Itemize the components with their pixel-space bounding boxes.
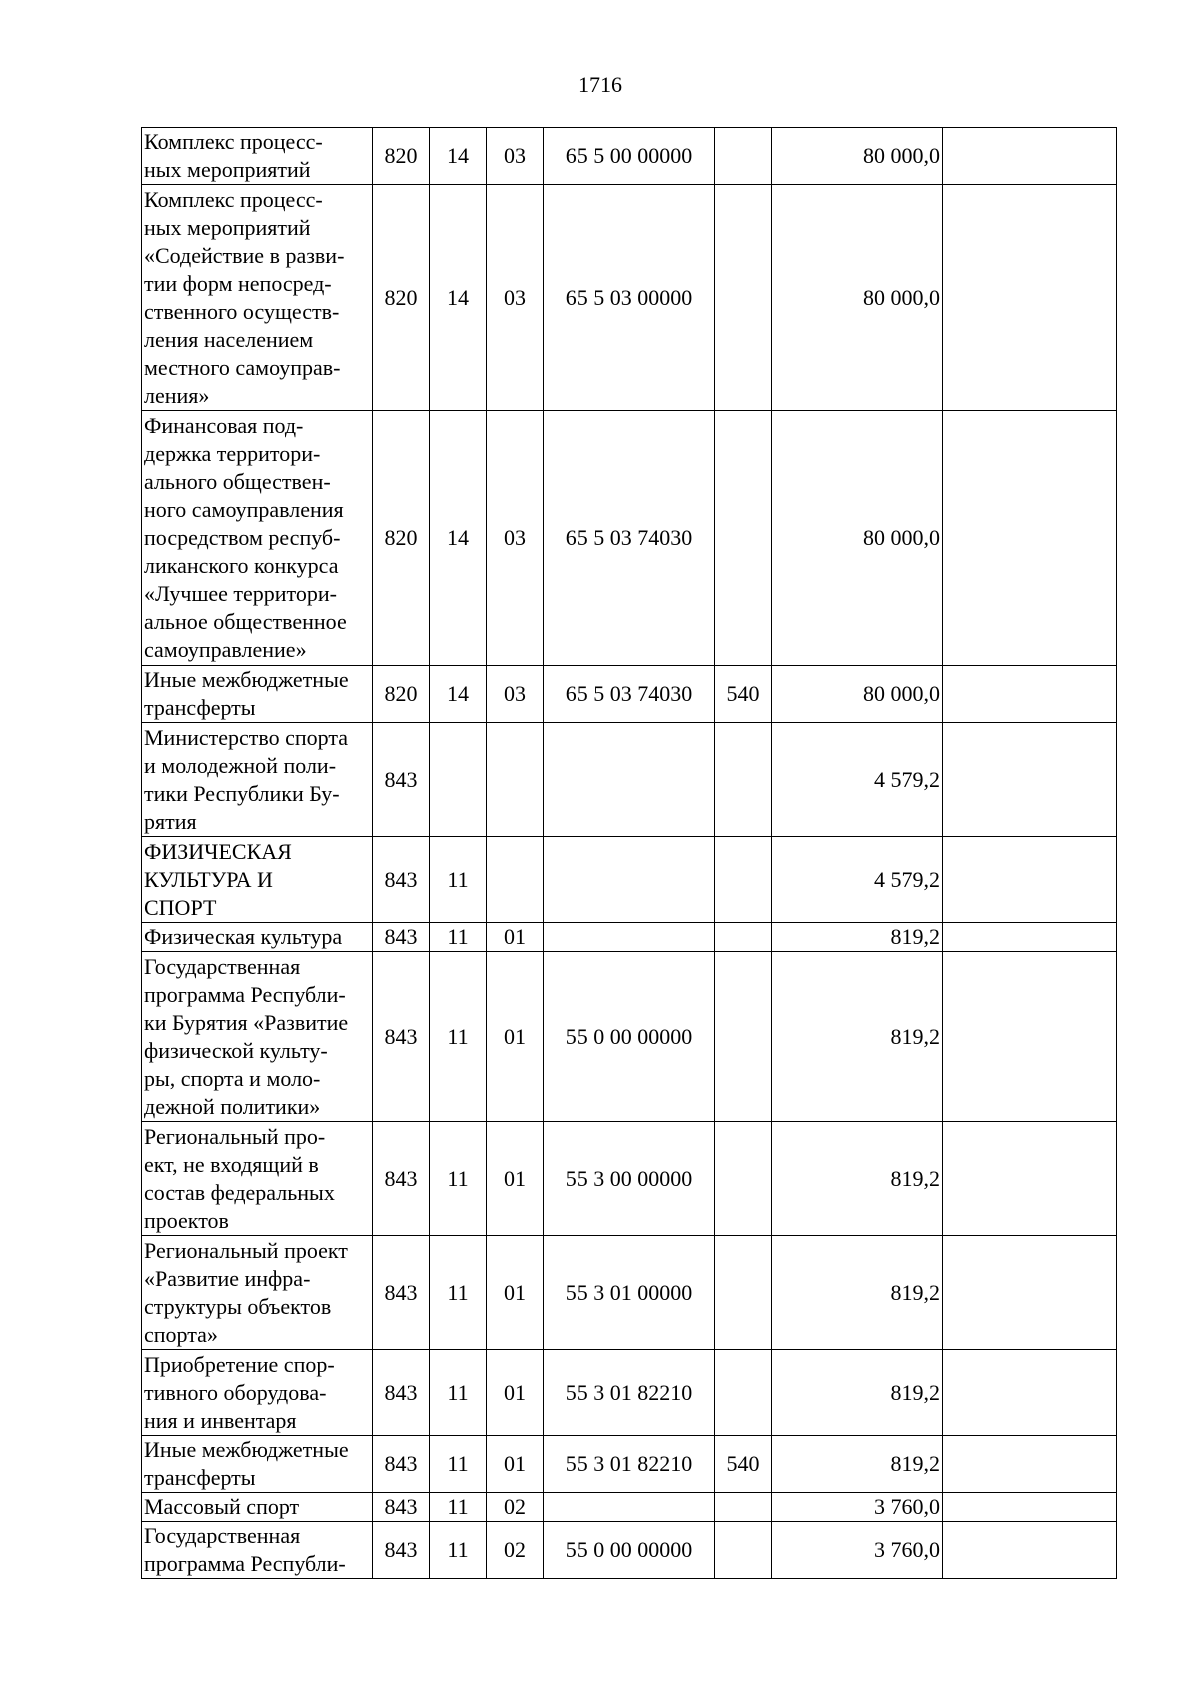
item-name-cell (142, 1436, 373, 1493)
subsection-code-cell: 03 (487, 185, 544, 411)
item-name-line: Иные межбюджетные (144, 1437, 349, 1462)
extra-cell (943, 1493, 1117, 1522)
amount-cell: 819,2 (772, 1436, 943, 1493)
item-name-line: ликанского конкурса (144, 553, 339, 578)
item-name-line: Комплекс процесс- (144, 186, 323, 212)
amount-cell: 819,2 (772, 923, 943, 952)
item-name-line: Комплекс процесс- (144, 129, 323, 154)
item-name-line: Государственная (144, 953, 301, 979)
section-code-cell: 11 (430, 952, 487, 1122)
item-name-line: трансферты (144, 1465, 256, 1490)
amount-cell: 80 000,0 (772, 185, 943, 411)
item-name-cell (142, 1493, 373, 1522)
expense-type-cell (715, 837, 772, 923)
amount-cell: 819,2 (772, 1350, 943, 1436)
item-name-line: программа Республи- (144, 1551, 346, 1576)
subsection-code-cell: 02 (487, 1522, 544, 1579)
item-name-line: ект, не входящий в (144, 1151, 319, 1177)
item-name-line: Массовый спорт (144, 1494, 300, 1519)
item-name-line: проектов (144, 1207, 229, 1233)
item-name-cell (142, 1522, 373, 1579)
extra-cell (943, 666, 1117, 723)
item-name-line: Иные межбюджетные (144, 667, 349, 692)
extra-cell (943, 411, 1117, 666)
section-code-cell: 11 (430, 1350, 487, 1436)
item-name-line: Финансовая под- (144, 413, 304, 438)
amount-cell: 819,2 (772, 1236, 943, 1350)
item-name-line: физической культу- (144, 1037, 328, 1063)
item-name-line: местного самоуправ- (144, 354, 341, 380)
table-row (142, 952, 1117, 1122)
item-name-cell (142, 1122, 373, 1236)
expense-type-cell (715, 1122, 772, 1236)
item-name-line: дежной политики» (144, 1093, 321, 1119)
amount-cell: 819,2 (772, 952, 943, 1122)
grbs-code-cell: 820 (373, 185, 430, 411)
section-code-cell: 11 (430, 923, 487, 952)
extra-cell (943, 1522, 1117, 1579)
item-name-line: тивного оборудова- (144, 1379, 327, 1405)
expense-type-cell (715, 723, 772, 837)
item-name-line: ры, спорта и моло- (144, 1065, 321, 1091)
target-article-cell: 65 5 03 00000 (544, 185, 715, 411)
item-name-line: ственного осуществ- (144, 298, 340, 324)
subsection-code-cell: 01 (487, 1436, 544, 1493)
item-name-line: СПОРТ (144, 894, 217, 920)
target-article-cell: 55 0 00 00000 (544, 1522, 715, 1579)
item-name-cell (142, 128, 373, 185)
grbs-code-cell: 820 (373, 666, 430, 723)
expense-type-cell (715, 1350, 772, 1436)
grbs-code-cell: 843 (373, 723, 430, 837)
table-row (142, 1493, 1117, 1522)
item-name-line: тии форм непосред- (144, 270, 332, 296)
grbs-code-cell: 843 (373, 1236, 430, 1350)
table-row (142, 923, 1117, 952)
extra-cell (943, 723, 1117, 837)
item-name-line: КУЛЬТУРА И (144, 866, 273, 892)
target-article-cell (544, 837, 715, 923)
table-row (142, 1122, 1117, 1236)
table-row (142, 837, 1117, 923)
item-name-line: спорта» (144, 1321, 218, 1347)
amount-cell: 80 000,0 (772, 411, 943, 666)
grbs-code-cell: 843 (373, 1522, 430, 1579)
expense-type-cell: 540 (715, 666, 772, 723)
item-name-line: ных мероприятий (144, 214, 311, 240)
table-row (142, 185, 1117, 411)
extra-cell (943, 923, 1117, 952)
section-code-cell: 14 (430, 128, 487, 185)
subsection-code-cell: 03 (487, 666, 544, 723)
subsection-code-cell (487, 837, 544, 923)
item-name-line: Министерство спорта (144, 724, 349, 750)
grbs-code-cell: 843 (373, 1122, 430, 1236)
item-name-line: ния и инвентаря (144, 1407, 297, 1433)
amount-cell: 4 579,2 (772, 723, 943, 837)
target-article-cell: 65 5 03 74030 (544, 666, 715, 723)
item-name-line: Приобретение спор- (144, 1351, 335, 1377)
extra-cell (943, 1122, 1117, 1236)
section-code-cell: 11 (430, 1236, 487, 1350)
expense-type-cell (715, 952, 772, 1122)
section-code-cell: 11 (430, 837, 487, 923)
extra-cell (943, 952, 1117, 1122)
item-name-cell (142, 666, 373, 723)
item-name-line: ления» (144, 382, 210, 408)
item-name-cell (142, 1236, 373, 1350)
item-name-line: посредством респуб- (144, 525, 341, 550)
subsection-code-cell (487, 723, 544, 837)
table-row (142, 1436, 1117, 1493)
section-code-cell: 11 (430, 1436, 487, 1493)
grbs-code-cell: 843 (373, 1436, 430, 1493)
subsection-code-cell: 01 (487, 952, 544, 1122)
item-name-line: состав федеральных (144, 1179, 335, 1205)
extra-cell (943, 1350, 1117, 1436)
amount-cell: 4 579,2 (772, 837, 943, 923)
section-code-cell: 11 (430, 1493, 487, 1522)
target-article-cell: 55 3 01 82210 (544, 1350, 715, 1436)
item-name-line: тики Республики Бу- (144, 780, 340, 806)
item-name-line: программа Республи- (144, 981, 346, 1007)
expense-type-cell (715, 411, 772, 666)
target-article-cell: 55 3 01 00000 (544, 1236, 715, 1350)
target-article-cell (544, 923, 715, 952)
subsection-code-cell: 01 (487, 1122, 544, 1236)
item-name-cell (142, 411, 373, 666)
item-name-line: самоуправление» (144, 637, 307, 662)
expense-type-cell (715, 1522, 772, 1579)
item-name-line: Государственная (144, 1523, 301, 1548)
amount-cell: 3 760,0 (772, 1493, 943, 1522)
grbs-code-cell: 843 (373, 952, 430, 1122)
target-article-cell: 55 3 00 00000 (544, 1122, 715, 1236)
target-article-cell (544, 1493, 715, 1522)
grbs-code-cell: 820 (373, 411, 430, 666)
item-name-line: рятия (144, 808, 197, 834)
grbs-code-cell: 843 (373, 1493, 430, 1522)
extra-cell (943, 128, 1117, 185)
grbs-code-cell: 843 (373, 1350, 430, 1436)
extra-cell (943, 1436, 1117, 1493)
target-article-cell: 65 5 00 00000 (544, 128, 715, 185)
table-row (142, 666, 1117, 723)
subsection-code-cell: 03 (487, 411, 544, 666)
target-article-cell: 55 3 01 82210 (544, 1436, 715, 1493)
expense-type-cell (715, 923, 772, 952)
item-name-line: ного самоуправления (144, 497, 344, 522)
subsection-code-cell: 03 (487, 128, 544, 185)
item-name-line: держка территори- (144, 441, 321, 466)
subsection-code-cell: 01 (487, 1350, 544, 1436)
subsection-code-cell: 01 (487, 1236, 544, 1350)
page-number: 1716 (578, 72, 622, 97)
item-name-line: Региональный проект (144, 1237, 348, 1263)
item-name-cell (142, 923, 373, 952)
section-code-cell: 14 (430, 411, 487, 666)
section-code-cell: 11 (430, 1522, 487, 1579)
extra-cell (943, 837, 1117, 923)
expense-type-cell (715, 185, 772, 411)
table-row (142, 1350, 1117, 1436)
table-row (142, 411, 1117, 666)
item-name-line: трансферты (144, 695, 256, 720)
subsection-code-cell: 02 (487, 1493, 544, 1522)
amount-cell: 3 760,0 (772, 1522, 943, 1579)
item-name-line: и молодежной поли- (144, 752, 337, 778)
item-name-line: «Содействие в разви- (144, 242, 345, 268)
amount-cell: 80 000,0 (772, 666, 943, 723)
section-code-cell: 14 (430, 185, 487, 411)
item-name-cell (142, 1350, 373, 1436)
item-name-line: альное общественное (144, 609, 347, 634)
item-name-line: «Лучшее территори- (144, 581, 337, 606)
target-article-cell: 65 5 03 74030 (544, 411, 715, 666)
item-name-line: ных мероприятий (144, 157, 311, 182)
item-name-line: структуры объектов (144, 1293, 332, 1319)
amount-cell: 80 000,0 (772, 128, 943, 185)
grbs-code-cell: 843 (373, 923, 430, 952)
table-row (142, 128, 1117, 185)
section-code-cell (430, 723, 487, 837)
budget-table (141, 127, 1117, 1579)
subsection-code-cell: 01 (487, 923, 544, 952)
item-name-cell (142, 952, 373, 1122)
section-code-cell: 14 (430, 666, 487, 723)
extra-cell (943, 1236, 1117, 1350)
item-name-line: ального обществен- (144, 469, 331, 494)
item-name-cell (142, 837, 373, 923)
target-article-cell (544, 723, 715, 837)
expense-type-cell: 540 (715, 1436, 772, 1493)
expense-type-cell (715, 1236, 772, 1350)
item-name-line: ки Бурятия «Развитие (144, 1009, 349, 1035)
item-name-line: «Развитие инфра- (144, 1265, 311, 1291)
item-name-cell (142, 185, 373, 411)
section-code-cell: 11 (430, 1122, 487, 1236)
table-row (142, 723, 1117, 837)
extra-cell (943, 185, 1117, 411)
item-name-cell (142, 723, 373, 837)
target-article-cell: 55 0 00 00000 (544, 952, 715, 1122)
item-name-line: ФИЗИЧЕСКАЯ (144, 838, 292, 864)
budget-table-body (142, 128, 1117, 1579)
expense-type-cell (715, 128, 772, 185)
item-name-line: Региональный про- (144, 1123, 326, 1149)
table-row (142, 1236, 1117, 1350)
table-row (142, 1522, 1117, 1579)
grbs-code-cell: 820 (373, 128, 430, 185)
grbs-code-cell: 843 (373, 837, 430, 923)
item-name-line: ления населением (144, 326, 314, 352)
expense-type-cell (715, 1493, 772, 1522)
item-name-line: Физическая культура (144, 924, 343, 949)
amount-cell: 819,2 (772, 1122, 943, 1236)
